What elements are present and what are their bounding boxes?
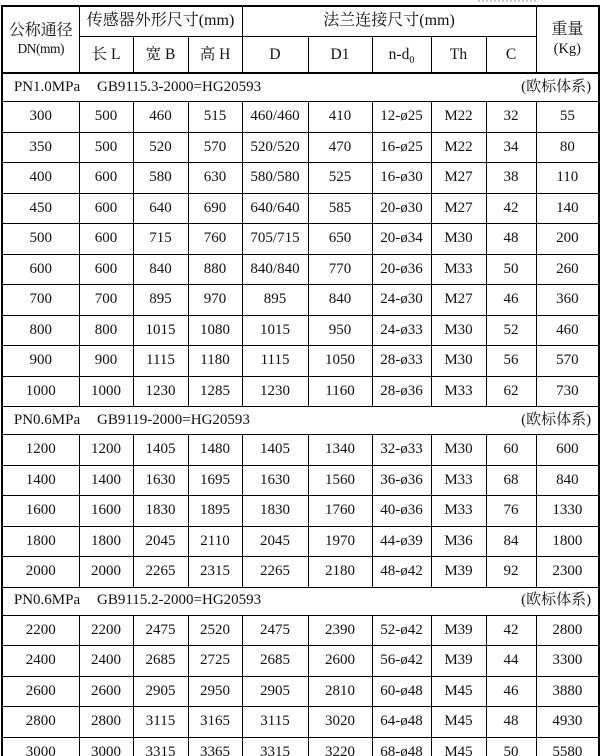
table-cell: 2475 xyxy=(133,615,188,646)
table-cell: 2685 xyxy=(242,646,308,677)
table-cell: 600 xyxy=(79,224,133,255)
table-row xyxy=(2,676,599,707)
table-cell: 970 xyxy=(188,285,242,316)
column-header-height-h: 高 H xyxy=(188,37,242,74)
table-cell: 92 xyxy=(486,557,536,588)
dn-label-line2: DN(mm) xyxy=(17,41,64,57)
table-cell: 460 xyxy=(133,102,188,133)
table-cell: 12-ø25 xyxy=(372,102,431,133)
table-cell: 32-ø33 xyxy=(372,435,431,466)
pressure-rating-label: PN0.6MPa xyxy=(13,592,81,609)
column-header-weight xyxy=(536,6,599,73)
table-cell: 2600 xyxy=(2,676,79,707)
table-cell: 42 xyxy=(486,193,536,224)
table-cell: 16-ø30 xyxy=(372,163,431,194)
system-note-label: (欧标体系) xyxy=(521,592,592,609)
table-cell: 1115 xyxy=(242,346,308,377)
table-cell: 50 xyxy=(486,254,536,285)
table-cell: M39 xyxy=(431,646,486,677)
table-cell: 640 xyxy=(133,193,188,224)
table-cell: 2265 xyxy=(242,557,308,588)
table-cell: 36-ø36 xyxy=(372,465,431,496)
section-header-inner xyxy=(3,592,598,609)
table-cell: 60 xyxy=(486,435,536,466)
table-cell: 2800 xyxy=(79,707,133,738)
table-cell: 55 xyxy=(536,102,599,133)
table-cell: 350 xyxy=(2,132,79,163)
table-row xyxy=(2,526,599,557)
standard-code-label: GB9115.3-2000=HG20593 xyxy=(97,78,262,95)
table-cell: 900 xyxy=(2,346,79,377)
table-cell: 2400 xyxy=(79,646,133,677)
table-cell: 28-ø33 xyxy=(372,346,431,377)
table-cell: M33 xyxy=(431,465,486,496)
table-cell: 1015 xyxy=(242,315,308,346)
table-cell: 60-ø48 xyxy=(372,676,431,707)
table-cell: M33 xyxy=(431,496,486,527)
table-cell: 2600 xyxy=(308,646,372,677)
column-header-length-l: 长 L xyxy=(79,37,133,74)
table-cell: M30 xyxy=(431,346,486,377)
table-cell: 700 xyxy=(2,285,79,316)
table-cell: 1600 xyxy=(2,496,79,527)
table-cell: 1400 xyxy=(2,465,79,496)
table-row xyxy=(2,346,599,377)
table-cell: 2200 xyxy=(79,615,133,646)
table-cell: 1970 xyxy=(308,526,372,557)
table-cell: 715 xyxy=(133,224,188,255)
table-cell: M30 xyxy=(431,435,486,466)
table-cell: 24-ø30 xyxy=(372,285,431,316)
table-cell: 50 xyxy=(486,737,536,756)
table-cell: 46 xyxy=(486,285,536,316)
table-cell: 520/520 xyxy=(242,132,308,163)
table-cell: 1080 xyxy=(188,315,242,346)
table-cell: 600 xyxy=(79,254,133,285)
table-cell: 1400 xyxy=(79,465,133,496)
table-cell: 24-ø33 xyxy=(372,315,431,346)
group-header-flange-dimensions: 法兰连接尺寸(mm) xyxy=(242,6,536,37)
table-cell: 76 xyxy=(486,496,536,527)
table-cell: 800 xyxy=(79,315,133,346)
table-row xyxy=(2,193,599,224)
table-cell: 705/715 xyxy=(242,224,308,255)
section-header-row xyxy=(2,407,599,435)
table-cell: 34 xyxy=(486,132,536,163)
table-row xyxy=(2,315,599,346)
nd0-subscript: 0 xyxy=(409,54,415,66)
table-cell: 500 xyxy=(79,132,133,163)
table-cell: 3315 xyxy=(133,737,188,756)
table-cell: 52-ø42 xyxy=(372,615,431,646)
table-cell: 48 xyxy=(486,707,536,738)
table-cell: 3365 xyxy=(188,737,242,756)
table-cell: 1830 xyxy=(133,496,188,527)
table-cell: 2475 xyxy=(242,615,308,646)
table-cell: 62 xyxy=(486,376,536,407)
table-header xyxy=(2,6,599,73)
table-cell: 200 xyxy=(536,224,599,255)
table-row xyxy=(2,707,599,738)
table-cell: 1405 xyxy=(242,435,308,466)
table-cell: 3165 xyxy=(188,707,242,738)
table-cell: 2300 xyxy=(536,557,599,588)
column-header-th: Th xyxy=(431,37,486,74)
table-cell: 400 xyxy=(2,163,79,194)
table-row xyxy=(2,254,599,285)
table-cell: M22 xyxy=(431,132,486,163)
table-row xyxy=(2,465,599,496)
table-cell: 1000 xyxy=(79,376,133,407)
table-cell: 500 xyxy=(79,102,133,133)
table-cell: M30 xyxy=(431,315,486,346)
table-cell: 1050 xyxy=(308,346,372,377)
table-cell: 1800 xyxy=(79,526,133,557)
table-row xyxy=(2,102,599,133)
table-cell: 895 xyxy=(133,285,188,316)
table-cell: 40-ø36 xyxy=(372,496,431,527)
table-cell: 3000 xyxy=(79,737,133,756)
table-cell: 600 xyxy=(79,163,133,194)
table-cell: M45 xyxy=(431,676,486,707)
table-cell: 84 xyxy=(486,526,536,557)
table-cell: 3020 xyxy=(308,707,372,738)
pressure-rating-label: PN0.6MPa xyxy=(13,411,81,428)
column-header-d: D xyxy=(242,37,308,74)
table-cell: 2800 xyxy=(536,615,599,646)
table-row xyxy=(2,376,599,407)
table-cell: 360 xyxy=(536,285,599,316)
table-cell: 2810 xyxy=(308,676,372,707)
table-cell: 3220 xyxy=(308,737,372,756)
table-cell: 2800 xyxy=(2,707,79,738)
column-header-dn xyxy=(2,6,79,73)
table-cell: 300 xyxy=(2,102,79,133)
table-cell: 16-ø25 xyxy=(372,132,431,163)
table-cell: 950 xyxy=(308,315,372,346)
table-row xyxy=(2,435,599,466)
table-cell: 1695 xyxy=(188,465,242,496)
scan-edge-artifact xyxy=(478,0,536,4)
weight-label-line2: (Kg) xyxy=(553,40,582,57)
column-header-c: C xyxy=(486,37,536,74)
header-row-groups xyxy=(2,6,599,37)
table-cell: 3000 xyxy=(2,737,79,756)
table-cell: M33 xyxy=(431,254,486,285)
table-cell: 52 xyxy=(486,315,536,346)
table-cell: 2000 xyxy=(2,557,79,588)
table-cell: 840/840 xyxy=(242,254,308,285)
table-cell: 800 xyxy=(2,315,79,346)
table-cell: M27 xyxy=(431,163,486,194)
table-cell: 44-ø39 xyxy=(372,526,431,557)
table-cell: 570 xyxy=(188,132,242,163)
table-cell: M27 xyxy=(431,285,486,316)
table-cell: 4930 xyxy=(536,707,599,738)
table-cell: 585 xyxy=(308,193,372,224)
table-cell: M36 xyxy=(431,526,486,557)
table-cell: 895 xyxy=(242,285,308,316)
table-cell: 1560 xyxy=(308,465,372,496)
table-cell: 64-ø48 xyxy=(372,707,431,738)
table-cell: 840 xyxy=(536,465,599,496)
table-cell: 3115 xyxy=(133,707,188,738)
table-cell: 2600 xyxy=(79,676,133,707)
table-cell: 1230 xyxy=(133,376,188,407)
table-cell: 1800 xyxy=(536,526,599,557)
table-cell: 1760 xyxy=(308,496,372,527)
table-cell: 110 xyxy=(536,163,599,194)
table-cell: 2685 xyxy=(133,646,188,677)
table-cell: 1630 xyxy=(242,465,308,496)
column-header-nd0 xyxy=(372,37,431,74)
table-cell: M45 xyxy=(431,707,486,738)
section-header-inner xyxy=(3,79,598,96)
table-cell: 2000 xyxy=(79,557,133,588)
table-cell: 2315 xyxy=(188,557,242,588)
table-cell: 1600 xyxy=(79,496,133,527)
table-cell: 2950 xyxy=(188,676,242,707)
table-cell: 690 xyxy=(188,193,242,224)
flange-dimension-table xyxy=(1,5,600,756)
table-cell: 760 xyxy=(188,224,242,255)
table-cell: 1285 xyxy=(188,376,242,407)
table-cell: 42 xyxy=(486,615,536,646)
table-cell: 2045 xyxy=(242,526,308,557)
table-cell: 1330 xyxy=(536,496,599,527)
section-header-row xyxy=(2,73,599,102)
table-cell: 1830 xyxy=(242,496,308,527)
table-cell: 44 xyxy=(486,646,536,677)
table-cell: 1895 xyxy=(188,496,242,527)
table-cell: 580 xyxy=(133,163,188,194)
table-row xyxy=(2,557,599,588)
table-cell: 3115 xyxy=(242,707,308,738)
table-row xyxy=(2,646,599,677)
table-cell: 520 xyxy=(133,132,188,163)
table-cell: 56 xyxy=(486,346,536,377)
table-row xyxy=(2,615,599,646)
table-cell: 2905 xyxy=(133,676,188,707)
standard-code-label: GB9115.2-2000=HG20593 xyxy=(97,592,262,609)
group-header-sensor-dimensions: 传感器外形尺寸(mm) xyxy=(79,6,242,37)
column-header-width-b: 宽 B xyxy=(133,37,188,74)
table-cell: 1200 xyxy=(79,435,133,466)
table-cell: 20-ø34 xyxy=(372,224,431,255)
section-header-row xyxy=(2,587,599,615)
table-cell: 840 xyxy=(308,285,372,316)
table-cell: 48-ø42 xyxy=(372,557,431,588)
table-cell: 1115 xyxy=(133,346,188,377)
table-cell: 470 xyxy=(308,132,372,163)
table-cell: 580/580 xyxy=(242,163,308,194)
table-cell: 2400 xyxy=(2,646,79,677)
table-cell: 48 xyxy=(486,224,536,255)
table-cell: 2110 xyxy=(188,526,242,557)
table-cell: 1405 xyxy=(133,435,188,466)
table-cell: 570 xyxy=(536,346,599,377)
table-cell: 2265 xyxy=(133,557,188,588)
standard-code-label: GB9119-2000=HG20593 xyxy=(97,411,250,428)
table-cell: 900 xyxy=(79,346,133,377)
table-cell: 3315 xyxy=(242,737,308,756)
system-note-label: (欧标体系) xyxy=(521,78,592,95)
table-cell: 1015 xyxy=(133,315,188,346)
table-cell: 2045 xyxy=(133,526,188,557)
table-cell: 2200 xyxy=(2,615,79,646)
table-row xyxy=(2,737,599,756)
table-cell: 600 xyxy=(536,435,599,466)
table-cell: 68 xyxy=(486,465,536,496)
table-cell: M45 xyxy=(431,737,486,756)
table-cell: 500 xyxy=(2,224,79,255)
table-cell: 260 xyxy=(536,254,599,285)
table-cell: 1800 xyxy=(2,526,79,557)
table-row xyxy=(2,163,599,194)
section-header-cell xyxy=(2,73,599,102)
table-cell: 140 xyxy=(536,193,599,224)
table-cell: 450 xyxy=(2,193,79,224)
table-cell: M30 xyxy=(431,224,486,255)
table-cell: 700 xyxy=(79,285,133,316)
table-cell: 640/640 xyxy=(242,193,308,224)
table-cell: M22 xyxy=(431,102,486,133)
table-cell: 630 xyxy=(188,163,242,194)
section-header-cell xyxy=(2,407,599,435)
table-cell: 20-ø30 xyxy=(372,193,431,224)
table-cell: 3300 xyxy=(536,646,599,677)
table-cell: 1230 xyxy=(242,376,308,407)
pressure-rating-label: PN1.0MPa xyxy=(13,78,81,95)
table-body xyxy=(2,73,599,756)
header-row-subcolumns xyxy=(2,37,599,74)
table-cell: 515 xyxy=(188,102,242,133)
table-cell: 880 xyxy=(188,254,242,285)
table-cell: 770 xyxy=(308,254,372,285)
table-row xyxy=(2,285,599,316)
table-cell: 32 xyxy=(486,102,536,133)
table-cell: 1630 xyxy=(133,465,188,496)
table-cell: 1480 xyxy=(188,435,242,466)
table-cell: 460 xyxy=(536,315,599,346)
table-cell: 5580 xyxy=(536,737,599,756)
table-cell: 1340 xyxy=(308,435,372,466)
table-cell: 2520 xyxy=(188,615,242,646)
table-cell: 650 xyxy=(308,224,372,255)
table-cell: 1180 xyxy=(188,346,242,377)
table-cell: 525 xyxy=(308,163,372,194)
table-cell: 28-ø36 xyxy=(372,376,431,407)
table-cell: M27 xyxy=(431,193,486,224)
table-cell: 410 xyxy=(308,102,372,133)
section-header-cell xyxy=(2,587,599,615)
table-cell: 56-ø42 xyxy=(372,646,431,677)
nd0-base: n-d xyxy=(388,45,410,63)
table-cell: 80 xyxy=(536,132,599,163)
table-row xyxy=(2,496,599,527)
column-header-d1: D1 xyxy=(308,37,372,74)
table-row xyxy=(2,224,599,255)
table-cell: 68-ø48 xyxy=(372,737,431,756)
table-cell: 730 xyxy=(536,376,599,407)
table-cell: 38 xyxy=(486,163,536,194)
table-cell: 2180 xyxy=(308,557,372,588)
table-cell: 2725 xyxy=(188,646,242,677)
table-cell: 1000 xyxy=(2,376,79,407)
table-cell: 1200 xyxy=(2,435,79,466)
table-cell: 3880 xyxy=(536,676,599,707)
table-cell: 2390 xyxy=(308,615,372,646)
table-cell: 600 xyxy=(79,193,133,224)
table-cell: 20-ø36 xyxy=(372,254,431,285)
table-cell: 460/460 xyxy=(242,102,308,133)
table-row xyxy=(2,132,599,163)
table-cell: 1160 xyxy=(308,376,372,407)
table-cell: M39 xyxy=(431,557,486,588)
system-note-label: (欧标体系) xyxy=(521,411,592,428)
table-cell: M33 xyxy=(431,376,486,407)
table-cell: M39 xyxy=(431,615,486,646)
table-cell: 2905 xyxy=(242,676,308,707)
table-cell: 46 xyxy=(486,676,536,707)
weight-label-line1: 重量 xyxy=(551,21,584,39)
dn-label-line1: 公称通径 xyxy=(8,22,73,40)
table-cell: 600 xyxy=(2,254,79,285)
table-cell: 840 xyxy=(133,254,188,285)
section-header-inner xyxy=(3,412,598,429)
